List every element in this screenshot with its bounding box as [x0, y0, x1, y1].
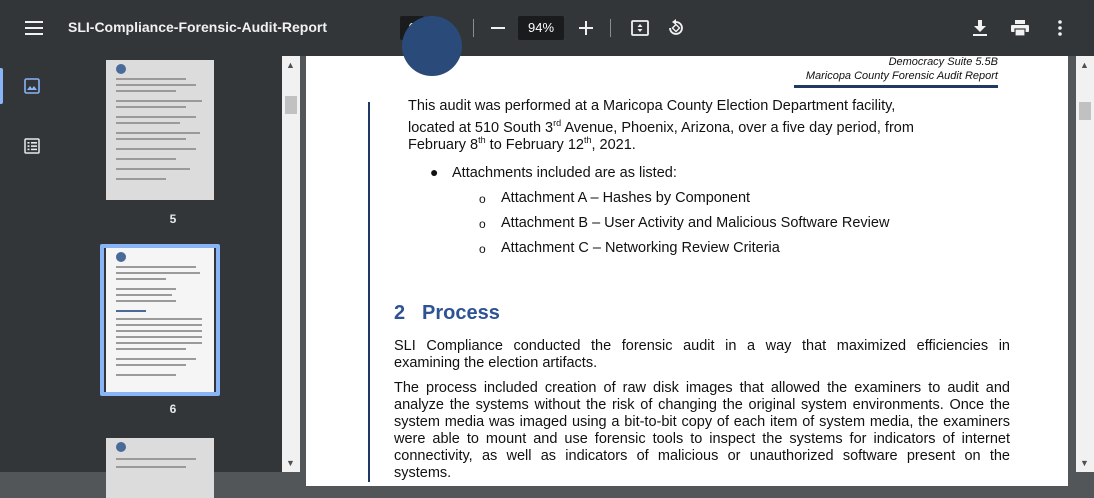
circle-bullet-icon: o — [479, 217, 486, 231]
process-para-2-line-4: were able to mount and use forensic tools to inspect the systems for indicators of internet — [394, 431, 1010, 447]
intro-line-3 — [408, 132, 636, 154]
outline-view-button[interactable] — [14, 128, 50, 164]
section-title: Process — [422, 302, 500, 324]
more-vert-icon — [1058, 20, 1062, 36]
attachment-item: Attachment B – User Activity and Malicious Software Review — [501, 215, 890, 231]
print-button[interactable] — [1000, 8, 1040, 48]
margin-rule — [368, 102, 370, 482]
page-header-line2: Maricopa County Forensic Audit Report — [805, 70, 998, 82]
thumbnail-label: 6 — [169, 402, 177, 416]
plus-icon — [579, 21, 593, 35]
rotate-icon — [667, 19, 685, 37]
menu-button[interactable] — [14, 8, 54, 48]
circle-bullet-icon: o — [479, 192, 486, 206]
thumbnails-view-button[interactable] — [14, 68, 50, 104]
intro-line-1: This audit was performed at a Maricopa County Election Department facility, — [408, 98, 896, 114]
thumbnail-logo — [116, 64, 126, 74]
bullet-icon: ● — [430, 164, 439, 180]
printer-icon — [1011, 20, 1029, 36]
process-para-2-line-5: connectivity, as well as indicators of malicious or unauthorized software present on the — [394, 448, 1010, 464]
intro-text: to February 12 — [485, 136, 584, 153]
list-icon — [24, 138, 40, 154]
intro-text: February 8 — [408, 136, 479, 153]
active-indicator — [0, 68, 3, 104]
scrollbar-thumb[interactable] — [285, 96, 297, 114]
process-para-2-line-1: The process included creation of raw disk images that allowed the examiners to audit and — [394, 380, 1010, 396]
thumbnail-panel — [64, 56, 282, 472]
bullet-text: Attachments included are as listed: — [452, 165, 677, 181]
superscript: th — [478, 135, 486, 145]
thumbnail-logo — [116, 442, 126, 452]
thumbnail-label: 5 — [169, 212, 177, 226]
zoom-in-button[interactable] — [566, 8, 606, 48]
more-options-button[interactable] — [1040, 8, 1080, 48]
process-para-2-line-3: system media was imaged using a bit-to-bit copy of each item of system media, the examiners — [394, 414, 1010, 430]
minus-icon — [491, 27, 505, 29]
superscript: th — [583, 135, 592, 145]
rotate-button[interactable] — [656, 8, 696, 48]
circle-bullet-icon: o — [479, 242, 486, 256]
page-header-line1: Democracy Suite 5.5B — [888, 56, 998, 68]
intro-text: Avenue, Phoenix, Arizona, over a five day period, from — [561, 119, 914, 136]
hamburger-icon — [25, 21, 43, 35]
header-rule — [794, 85, 998, 88]
download-icon — [973, 20, 987, 36]
fit-page-icon — [631, 19, 649, 37]
pdf-toolbar — [0, 0, 1094, 56]
scroll-up-arrow[interactable]: ▲ — [1080, 60, 1089, 70]
section-number: 2 — [394, 302, 406, 324]
document-scrollbar[interactable] — [1076, 56, 1094, 472]
fit-to-page-button[interactable] — [620, 8, 660, 48]
image-icon — [24, 78, 40, 94]
toolbar-divider — [610, 19, 611, 37]
document-viewer — [300, 56, 1076, 481]
attachment-item: Attachment C – Networking Review Criteria — [501, 240, 780, 256]
scroll-down-arrow[interactable]: ▼ — [1080, 458, 1089, 468]
thumbnail-scrollbar[interactable] — [282, 56, 300, 472]
process-para-2-line-6: systems. — [394, 465, 452, 481]
thumbnail-logo — [116, 252, 126, 262]
scrollbar-thumb[interactable] — [1079, 102, 1091, 120]
sidebar-rail — [0, 56, 64, 472]
superscript: rd — [553, 118, 562, 128]
process-para-1-line-2: examining the election artifacts. — [394, 355, 598, 371]
page-thumbnail-6[interactable] — [106, 248, 214, 392]
attachment-item: Attachment A – Hashes by Component — [501, 190, 751, 206]
download-button[interactable] — [960, 8, 1000, 48]
scroll-up-arrow[interactable]: ▲ — [286, 60, 295, 70]
scroll-down-arrow[interactable]: ▼ — [286, 458, 295, 468]
process-para-2-line-2: analyze the systems without the risk of changing the original system environments. Once the — [394, 397, 1010, 413]
process-para-1-line-1: SLI Compliance conducted the forensic audit in a way that maximized efficiencies in — [394, 338, 1010, 354]
zoom-out-button[interactable] — [478, 8, 518, 48]
intro-text: located at 510 South 3 — [408, 119, 554, 136]
pdf-page — [306, 56, 1068, 486]
page-logo — [402, 16, 462, 76]
zoom-level-input[interactable]: 94% — [518, 16, 564, 40]
document-title: SLI-Compliance-Forensic-Audit-Report — [68, 19, 328, 35]
page-thumbnail-5[interactable] — [106, 60, 214, 200]
toolbar-divider — [473, 19, 474, 37]
page-thumbnail-7[interactable] — [106, 438, 214, 498]
intro-text: , 2021. — [591, 136, 636, 153]
